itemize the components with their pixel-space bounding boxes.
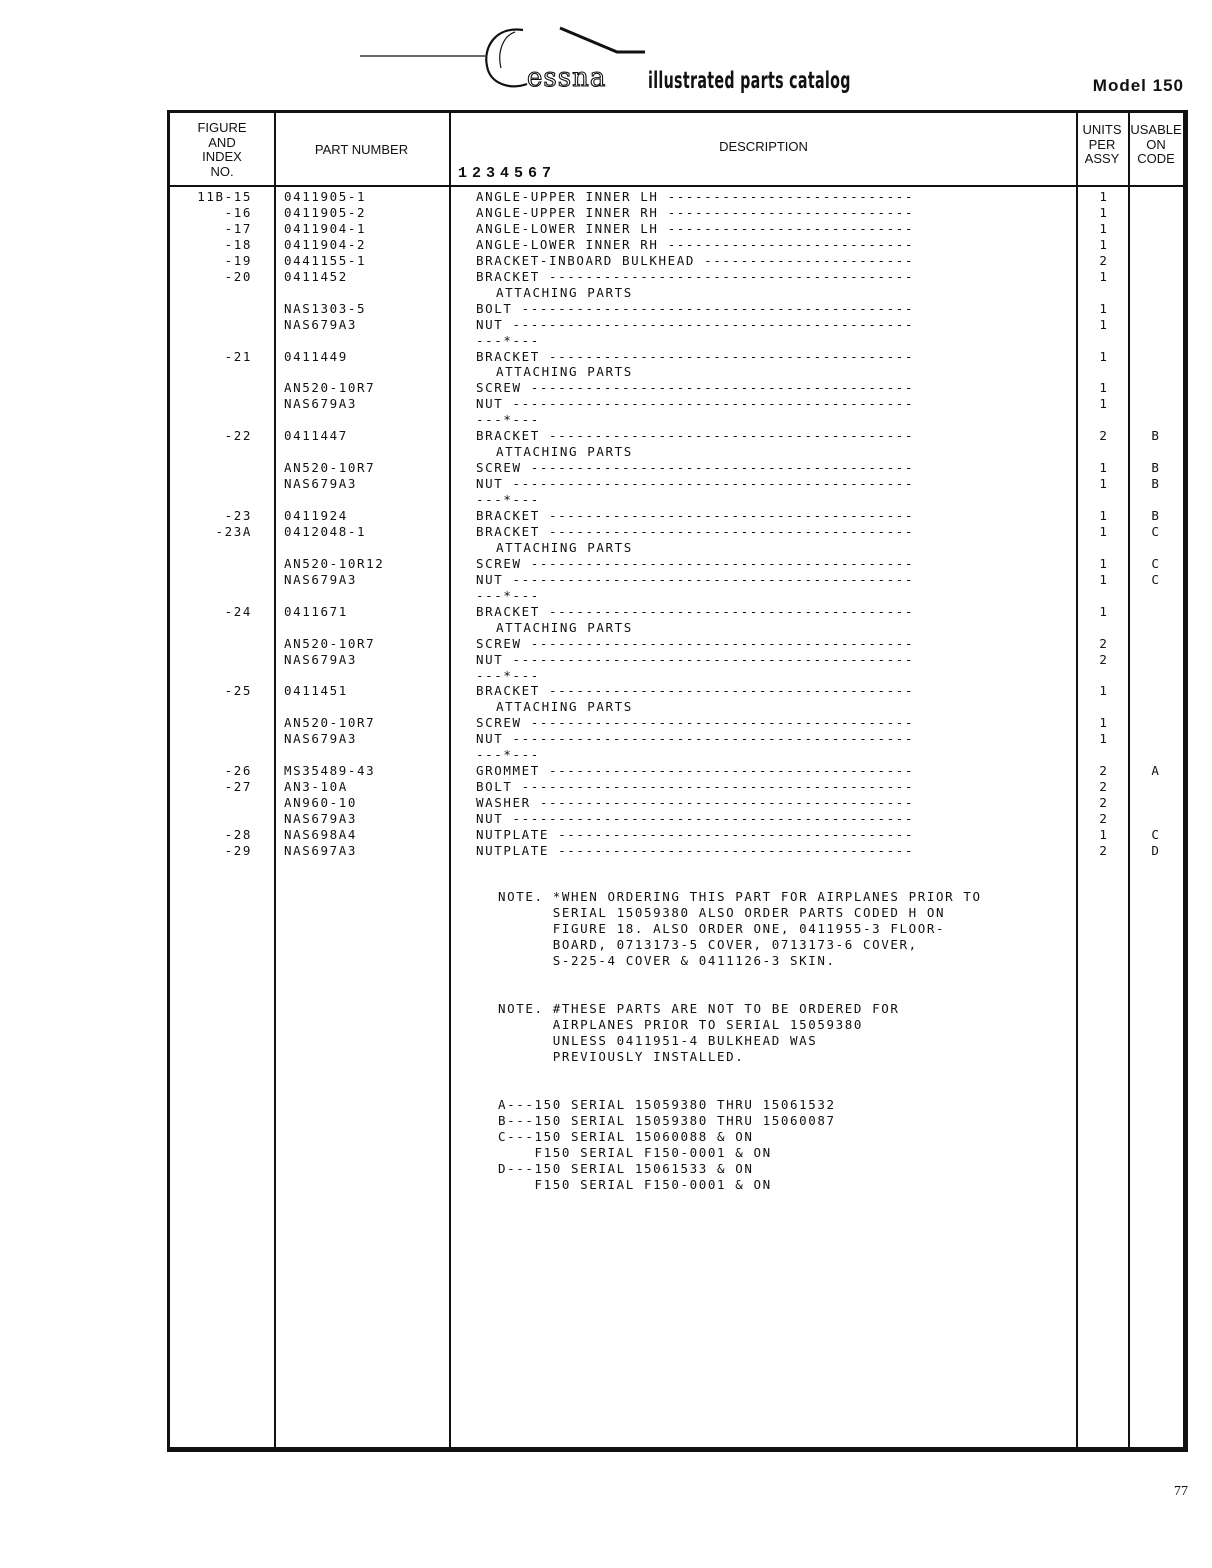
units-per-assy: 1 xyxy=(1099,827,1109,842)
units-per-assy: 1 xyxy=(1099,189,1109,204)
description-text: ANGLE-LOWER INNER LH xyxy=(476,220,659,236)
units-per-assy: 2 xyxy=(1099,842,1109,858)
table-row xyxy=(170,556,1185,572)
units-per-assy: 1 xyxy=(1099,460,1109,476)
part-description xyxy=(476,253,1063,268)
units-per-assy: 2 xyxy=(1099,635,1109,651)
description-text: BOLT xyxy=(476,779,513,795)
description-text: ---*--- xyxy=(476,747,540,763)
brand-text: essna xyxy=(527,63,607,93)
part-number: NAS679A3 xyxy=(284,476,358,492)
description-text: SCREW xyxy=(476,380,522,396)
header-description: DESCRIPTION xyxy=(719,139,808,154)
description-text: BRACKET xyxy=(476,683,540,699)
figure-index: -28 xyxy=(224,827,252,842)
units-per-assy: 1 xyxy=(1099,236,1109,252)
description-text: ATTACHING PARTS xyxy=(496,539,633,555)
leader-dashes: -------------------------------------------- xyxy=(503,476,915,492)
part-description xyxy=(476,285,1083,300)
description-text: WASHER xyxy=(476,795,531,811)
leader-dashes: --------------------------------------- xyxy=(549,827,915,842)
description-text: NUT xyxy=(476,396,504,412)
table-row xyxy=(170,668,1185,684)
header-part-number: PART NUMBER xyxy=(314,142,409,157)
parts-table xyxy=(167,110,1188,1452)
figure-index: -23A xyxy=(215,523,252,539)
part-number: 0411905-2 xyxy=(284,204,367,220)
part-description xyxy=(476,652,1063,667)
table-row xyxy=(170,253,1185,269)
leader-dashes: ----------------------- xyxy=(695,252,915,268)
part-description xyxy=(476,524,1063,539)
units-per-assy: 1 xyxy=(1099,476,1109,492)
usable-code: A xyxy=(1151,763,1161,779)
table-row xyxy=(170,476,1185,492)
table-row xyxy=(170,317,1185,333)
part-number: AN520-10R7 xyxy=(284,635,376,651)
usable-code: C xyxy=(1151,523,1161,539)
part-description xyxy=(476,396,1063,411)
effectivity-codes: A---150 SERIAL 15059380 THRU 15061532 B---150 SERIAL 15059380 THRU 15060087 C---150 SERIAL 15060088 & ON F150 SERIAL F150-0001 & ON D---150 SERIAL 15061533 & ON F150 SERIAL F150-0001 & ON xyxy=(498,1097,836,1192)
leader-dashes: ---------------------------------------- xyxy=(539,603,915,619)
units-per-assy: 2 xyxy=(1099,795,1109,811)
description-text: ---*--- xyxy=(476,587,540,603)
part-number: NAS698A4 xyxy=(284,827,358,842)
units-per-assy: 1 xyxy=(1099,316,1109,332)
part-number: 0412048-1 xyxy=(284,523,367,539)
part-number: 0411449 xyxy=(284,348,348,364)
table-row xyxy=(170,205,1185,221)
table-row xyxy=(170,237,1185,253)
part-number: 0411452 xyxy=(284,268,348,284)
table-row xyxy=(170,779,1185,795)
description-text: SCREW xyxy=(476,715,522,731)
usable-code: C xyxy=(1151,571,1161,587)
units-per-assy: 1 xyxy=(1099,396,1109,412)
leader-dashes: ------------------------------------------ xyxy=(521,715,915,731)
units-per-assy: 1 xyxy=(1099,300,1109,316)
description-text: NUT xyxy=(476,316,504,332)
part-description xyxy=(476,380,1063,395)
page-header xyxy=(0,0,1212,110)
description-text: ATTACHING PARTS xyxy=(496,699,633,715)
part-number: 0411924 xyxy=(284,508,348,523)
table-row xyxy=(170,652,1185,668)
part-number: MS35489-43 xyxy=(284,763,376,779)
units-per-assy: 2 xyxy=(1099,428,1109,444)
table-row xyxy=(170,285,1185,301)
catalog-title: illustrated parts catalog xyxy=(648,68,851,94)
part-number: NAS1303-5 xyxy=(284,300,367,316)
leader-dashes: --------------------------- xyxy=(658,189,915,204)
table-row xyxy=(170,636,1185,652)
part-number: AN520-10R7 xyxy=(284,460,376,476)
part-number: AN520-10R7 xyxy=(284,715,376,731)
table-row xyxy=(170,189,1185,205)
leader-dashes: ------------------------------------------- xyxy=(512,300,915,316)
usable-code: B xyxy=(1151,460,1161,476)
table-row xyxy=(170,396,1185,412)
leader-dashes: -------------------------------------------- xyxy=(503,396,915,412)
usable-code: C xyxy=(1151,555,1161,571)
part-description xyxy=(476,412,1063,427)
table-row xyxy=(170,508,1185,524)
units-per-assy: 1 xyxy=(1099,220,1109,236)
units-per-assy: 1 xyxy=(1099,731,1109,747)
figure-index: -24 xyxy=(224,603,252,619)
table-row xyxy=(170,763,1185,779)
units-per-assy: 2 xyxy=(1099,779,1109,795)
usable-code: C xyxy=(1151,827,1161,842)
units-per-assy: 1 xyxy=(1099,571,1109,587)
part-number: AN520-10R7 xyxy=(284,380,376,396)
part-number: 0411671 xyxy=(284,603,348,619)
header-divider xyxy=(170,185,1183,187)
part-number: AN3-10A xyxy=(284,779,348,795)
part-description xyxy=(476,843,1063,858)
table-row xyxy=(170,827,1185,843)
leader-dashes: ---------------------------------------- xyxy=(539,763,915,779)
usable-code: D xyxy=(1151,842,1161,858)
leader-dashes: ------------------------------------------ xyxy=(521,555,915,571)
figure-index: -18 xyxy=(224,236,252,252)
units-per-assy: 1 xyxy=(1099,204,1109,220)
part-description xyxy=(476,508,1063,523)
part-description xyxy=(476,604,1063,619)
part-number: 0411447 xyxy=(284,428,348,444)
table-row xyxy=(170,683,1185,699)
description-text: ---*--- xyxy=(476,667,540,683)
figure-index: -22 xyxy=(224,428,252,444)
note-not-ordered: NOTE. #THESE PARTS ARE NOT TO BE ORDERED FOR AIRPLANES PRIOR TO SERIAL 15059380 UNLESS 0411951-4 BULKHEAD WAS PREVIOUSLY INSTALLED. xyxy=(498,1001,900,1064)
description-text: GROMMET xyxy=(476,763,540,779)
part-description xyxy=(476,476,1063,491)
part-description xyxy=(476,811,1063,826)
description-text: ATTACHING PARTS xyxy=(496,284,633,300)
table-row xyxy=(170,731,1185,747)
table-row xyxy=(170,364,1185,380)
units-per-assy: 2 xyxy=(1099,651,1109,667)
part-description xyxy=(476,731,1063,746)
leader-dashes: ------------------------------------------- xyxy=(512,779,915,795)
part-description xyxy=(476,795,1063,810)
description-text: ---*--- xyxy=(476,492,540,508)
figure-index: -23 xyxy=(224,508,252,523)
part-description xyxy=(476,301,1063,316)
figure-index: -27 xyxy=(224,779,252,795)
part-description xyxy=(476,699,1083,714)
part-description xyxy=(476,205,1063,220)
part-number: NAS697A3 xyxy=(284,842,358,858)
description-text: BOLT xyxy=(476,300,513,316)
leader-dashes: ----------------------------------------- xyxy=(530,795,915,811)
leader-dashes: ---------------------------------------- xyxy=(539,268,915,284)
table-row xyxy=(170,492,1185,508)
units-per-assy: 1 xyxy=(1099,508,1109,523)
units-per-assy: 1 xyxy=(1099,555,1109,571)
table-row xyxy=(170,620,1185,636)
description-text: ATTACHING PARTS xyxy=(496,444,633,460)
description-text: BRACKET-INBOARD BULKHEAD xyxy=(476,252,696,268)
part-description xyxy=(476,572,1063,587)
table-row xyxy=(170,715,1185,731)
figure-index: -21 xyxy=(224,348,252,364)
figure-index: -25 xyxy=(224,683,252,699)
table-row xyxy=(170,412,1185,428)
leader-dashes: ---------------------------------------- xyxy=(539,683,915,699)
description-text: ---*--- xyxy=(476,332,540,348)
units-per-assy: 2 xyxy=(1099,763,1109,779)
description-text: NUT xyxy=(476,811,504,827)
leader-dashes: ------------------------------------------ xyxy=(521,380,915,396)
leader-dashes: ------------------------------------------ xyxy=(521,460,915,476)
part-number: NAS679A3 xyxy=(284,571,358,587)
leader-dashes: --------------------------------------- xyxy=(549,842,915,858)
header-units: UNITS PER ASSY xyxy=(1082,122,1122,166)
table-row xyxy=(170,588,1185,604)
table-row xyxy=(170,428,1185,444)
units-per-assy: 1 xyxy=(1099,523,1109,539)
table-row xyxy=(170,540,1185,556)
units-per-assy: 1 xyxy=(1099,268,1109,284)
description-text: NUT xyxy=(476,731,504,747)
description-text: NUT xyxy=(476,476,504,492)
leader-dashes: -------------------------------------------- xyxy=(503,651,915,667)
part-description xyxy=(476,747,1063,762)
part-number: NAS679A3 xyxy=(284,396,358,412)
figure-index: -20 xyxy=(224,268,252,284)
units-per-assy: 1 xyxy=(1099,683,1109,699)
description-text: SCREW xyxy=(476,460,522,476)
figure-index: -19 xyxy=(224,252,252,268)
part-description xyxy=(476,428,1063,443)
description-text: NUT xyxy=(476,651,504,667)
units-per-assy: 2 xyxy=(1099,252,1109,268)
part-description xyxy=(476,317,1063,332)
leader-dashes: -------------------------------------------- xyxy=(503,811,915,827)
description-text: SCREW xyxy=(476,555,522,571)
part-number: 0441155-1 xyxy=(284,252,367,268)
part-description xyxy=(476,683,1063,698)
leader-dashes: ---------------------------------------- xyxy=(539,348,915,364)
part-number: 0411904-2 xyxy=(284,236,367,252)
table-row xyxy=(170,795,1185,811)
table-row xyxy=(170,460,1185,476)
part-number: NAS679A3 xyxy=(284,811,358,827)
leader-dashes: --------------------------- xyxy=(658,236,915,252)
part-number: 0411905-1 xyxy=(284,189,367,204)
part-description xyxy=(476,333,1063,348)
description-text: ATTACHING PARTS xyxy=(496,364,633,380)
units-per-assy: 2 xyxy=(1099,811,1109,827)
description-text: ATTACHING PARTS xyxy=(496,619,633,635)
leader-dashes: ---------------------------------------- xyxy=(539,428,915,444)
part-description xyxy=(476,763,1063,778)
part-description xyxy=(476,540,1083,555)
cessna-logo xyxy=(355,18,655,98)
table-row xyxy=(170,747,1185,763)
header-usable: USABLE ON CODE xyxy=(1130,122,1182,166)
table-row xyxy=(170,444,1185,460)
description-text: ANGLE-UPPER INNER LH xyxy=(476,189,659,204)
description-text: BRACKET xyxy=(476,603,540,619)
description-text: NUT xyxy=(476,571,504,587)
description-text: SCREW xyxy=(476,635,522,651)
usable-code: B xyxy=(1151,476,1161,492)
usable-code: B xyxy=(1151,428,1161,444)
part-description xyxy=(476,444,1083,459)
figure-index: -26 xyxy=(224,763,252,779)
part-number: 0411904-1 xyxy=(284,220,367,236)
leader-dashes: --------------------------- xyxy=(658,204,915,220)
part-number: NAS679A3 xyxy=(284,731,358,747)
figure-index: -16 xyxy=(224,204,252,220)
part-description xyxy=(476,460,1063,475)
description-text: ANGLE-LOWER INNER RH xyxy=(476,236,659,252)
table-row xyxy=(170,572,1185,588)
table-row xyxy=(170,349,1185,365)
part-description xyxy=(476,779,1063,794)
part-description xyxy=(476,668,1063,683)
page-number: 77 xyxy=(1174,1484,1188,1499)
part-description xyxy=(476,636,1063,651)
table-row xyxy=(170,811,1185,827)
table-row xyxy=(170,699,1185,715)
description-text: NUTPLATE xyxy=(476,842,550,858)
table-row xyxy=(170,301,1185,317)
description-text: ---*--- xyxy=(476,412,540,428)
table-row xyxy=(170,604,1185,620)
leader-dashes: ---------------------------------------- xyxy=(539,523,915,539)
table-row xyxy=(170,221,1185,237)
part-number: AN520-10R12 xyxy=(284,555,385,571)
units-per-assy: 1 xyxy=(1099,715,1109,731)
model-label: Model 150 xyxy=(1092,76,1184,95)
description-text: BRACKET xyxy=(476,428,540,444)
leader-dashes: ---------------------------------------- xyxy=(539,508,915,523)
header-figure: FIGURE AND INDEX NO. xyxy=(197,120,247,179)
table-row xyxy=(170,843,1185,859)
table-row xyxy=(170,380,1185,396)
figure-index: -29 xyxy=(224,842,252,858)
description-text: ANGLE-UPPER INNER RH xyxy=(476,204,659,220)
part-description xyxy=(476,556,1063,571)
part-number: NAS679A3 xyxy=(284,651,358,667)
units-per-assy: 1 xyxy=(1099,380,1109,396)
table-row xyxy=(170,333,1185,349)
leader-dashes: -------------------------------------------- xyxy=(503,731,915,747)
header-indent-levels: 1234567 xyxy=(458,165,557,182)
part-description xyxy=(476,349,1063,364)
units-per-assy: 1 xyxy=(1099,348,1109,364)
leader-dashes: -------------------------------------------- xyxy=(503,571,915,587)
leader-dashes: -------------------------------------------- xyxy=(503,316,915,332)
part-description xyxy=(476,715,1063,730)
description-text: BRACKET xyxy=(476,523,540,539)
part-description xyxy=(476,588,1063,603)
part-number: 0411451 xyxy=(284,683,348,699)
figure-index: 11B-15 xyxy=(197,189,252,204)
leader-dashes: ------------------------------------------ xyxy=(521,635,915,651)
leader-dashes: --------------------------- xyxy=(658,220,915,236)
note-ordering: NOTE. *WHEN ORDERING THIS PART FOR AIRPLANES PRIOR TO SERIAL 15059380 ALSO ORDER PARTS CODED H ON FIGURE 18. ALSO ORDER ONE, 0411955-3 FLOOR- BOARD, 0713173-5 COVER, 0713173-6 COVER, S-225-4 COVER & 0411126-3 SKIN. xyxy=(498,889,982,968)
part-number: AN960-10 xyxy=(284,795,358,811)
part-number: NAS679A3 xyxy=(284,316,358,332)
part-description xyxy=(476,492,1063,507)
usable-code: B xyxy=(1151,508,1161,523)
part-description xyxy=(476,620,1083,635)
description-text: BRACKET xyxy=(476,348,540,364)
description-text: NUTPLATE xyxy=(476,827,550,842)
part-description xyxy=(476,269,1063,284)
table-row xyxy=(170,524,1185,540)
units-per-assy: 1 xyxy=(1099,603,1109,619)
figure-index: -17 xyxy=(224,220,252,236)
table-row xyxy=(170,269,1185,285)
description-text: BRACKET xyxy=(476,508,540,523)
part-description xyxy=(476,827,1063,842)
description-text: BRACKET xyxy=(476,268,540,284)
part-description xyxy=(476,237,1063,252)
part-description xyxy=(476,364,1083,379)
part-description xyxy=(476,189,1063,204)
part-description xyxy=(476,221,1063,236)
